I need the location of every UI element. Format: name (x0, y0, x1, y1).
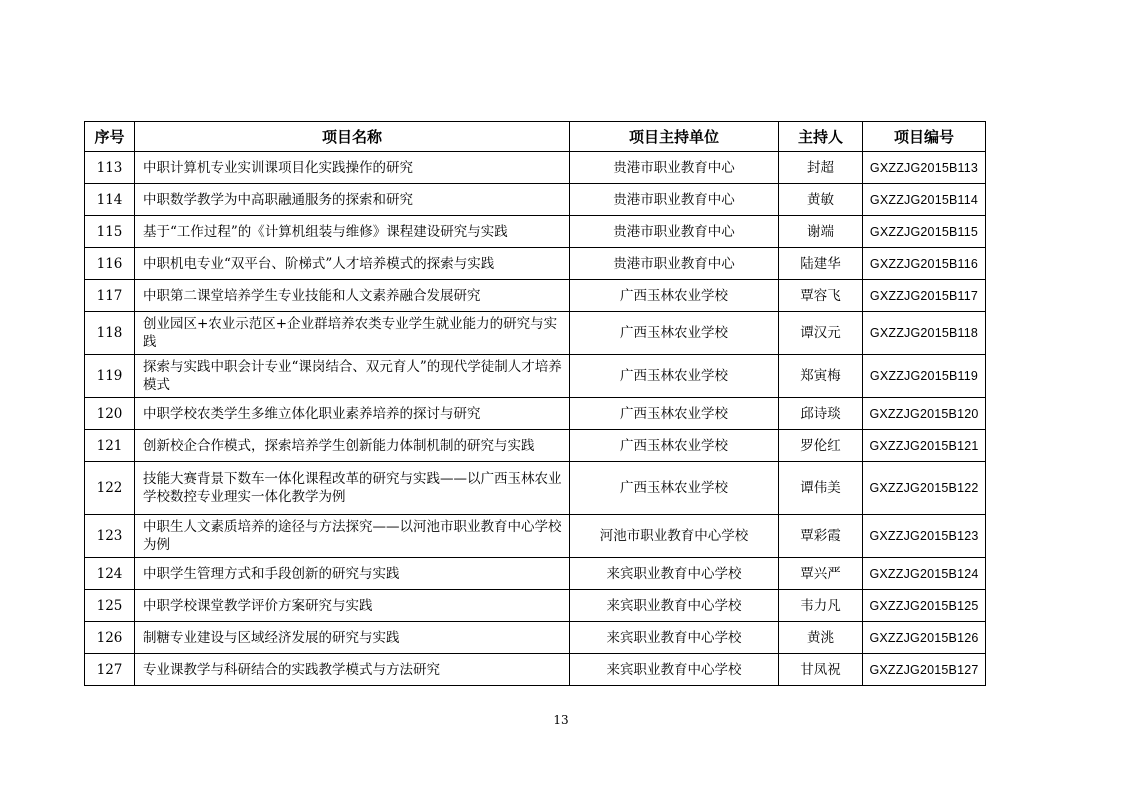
table-row (85, 355, 986, 398)
table-row (85, 312, 986, 355)
cell-name: 制糖专业建设与区域经济发展的研究与实践 (135, 622, 570, 654)
cell-host: 黄洮 (779, 622, 863, 654)
table-row (85, 216, 986, 248)
cell-name: 中职第二课堂培养学生专业技能和人文素养融合发展研究 (135, 280, 570, 312)
page-number: 13 (553, 713, 569, 727)
table-row (85, 462, 986, 515)
cell-name: 中职数学教学为中高职融通服务的探索和研究 (135, 184, 570, 216)
cell-host: 谭汉元 (779, 312, 863, 355)
table-row (85, 558, 986, 590)
cell-no: 114 (85, 184, 135, 216)
cell-code: GXZZJG2015B113 (863, 152, 986, 184)
cell-host: 韦力凡 (779, 590, 863, 622)
cell-unit: 来宾职业教育中心学校 (570, 558, 779, 590)
cell-no: 118 (85, 312, 135, 355)
cell-name: 探索与实践中职会计专业“课岗结合、双元育人”的现代学徒制人才培养模式 (135, 355, 570, 398)
header-code: 项目编号 (863, 122, 986, 152)
cell-no: 119 (85, 355, 135, 398)
cell-no: 124 (85, 558, 135, 590)
cell-host: 郑寅梅 (779, 355, 863, 398)
cell-unit: 广西玉林农业学校 (570, 312, 779, 355)
cell-unit: 广西玉林农业学校 (570, 280, 779, 312)
cell-unit: 贵港市职业教育中心 (570, 248, 779, 280)
table-row (85, 248, 986, 280)
cell-unit: 广西玉林农业学校 (570, 355, 779, 398)
table-row (85, 152, 986, 184)
cell-code: GXZZJG2015B124 (863, 558, 986, 590)
cell-no: 123 (85, 515, 135, 558)
cell-code: GXZZJG2015B126 (863, 622, 986, 654)
project-table (84, 121, 986, 686)
cell-name: 技能大赛背景下数车一体化课程改革的研究与实践——以广西玉林农业学校数控专业理实一体化教学为例 (135, 462, 570, 515)
cell-name: 中职学校课堂教学评价方案研究与实践 (135, 590, 570, 622)
cell-unit: 广西玉林农业学校 (570, 462, 779, 515)
header-host: 主持人 (779, 122, 863, 152)
table-row (85, 654, 986, 686)
cell-host: 甘凤祝 (779, 654, 863, 686)
cell-host: 陆建华 (779, 248, 863, 280)
cell-unit: 来宾职业教育中心学校 (570, 590, 779, 622)
cell-host: 黄敏 (779, 184, 863, 216)
table-row (85, 590, 986, 622)
cell-name: 创新校企合作模式，探索培养学生创新能力体制机制的研究与实践 (135, 430, 570, 462)
cell-unit: 贵港市职业教育中心 (570, 184, 779, 216)
header-name: 项目名称 (135, 122, 570, 152)
cell-name: 中职学校农类学生多维立体化职业素养培养的探讨与研究 (135, 398, 570, 430)
cell-code: GXZZJG2015B123 (863, 515, 986, 558)
cell-host: 罗伦红 (779, 430, 863, 462)
cell-code: GXZZJG2015B127 (863, 654, 986, 686)
cell-host: 邱诗琰 (779, 398, 863, 430)
cell-host: 封超 (779, 152, 863, 184)
cell-host: 谢端 (779, 216, 863, 248)
cell-no: 127 (85, 654, 135, 686)
table-row (85, 622, 986, 654)
cell-name: 创业园区+农业示范区+企业群培养农类专业学生就业能力的研究与实践 (135, 312, 570, 355)
cell-code: GXZZJG2015B120 (863, 398, 986, 430)
table-row (85, 184, 986, 216)
cell-unit: 来宾职业教育中心学校 (570, 622, 779, 654)
cell-unit: 贵港市职业教育中心 (570, 152, 779, 184)
cell-name: 基于“工作过程”的《计算机组装与维修》课程建设研究与实践 (135, 216, 570, 248)
table-row (85, 430, 986, 462)
cell-unit: 贵港市职业教育中心 (570, 216, 779, 248)
cell-no: 116 (85, 248, 135, 280)
cell-code: GXZZJG2015B119 (863, 355, 986, 398)
header-no: 序号 (85, 122, 135, 152)
cell-code: GXZZJG2015B114 (863, 184, 986, 216)
header-unit: 项目主持单位 (570, 122, 779, 152)
cell-no: 115 (85, 216, 135, 248)
cell-no: 122 (85, 462, 135, 515)
cell-code: GXZZJG2015B125 (863, 590, 986, 622)
cell-no: 117 (85, 280, 135, 312)
table-header-row (85, 122, 986, 152)
cell-name: 专业课教学与科研结合的实践教学模式与方法研究 (135, 654, 570, 686)
cell-host: 覃彩霞 (779, 515, 863, 558)
cell-code: GXZZJG2015B116 (863, 248, 986, 280)
cell-code: GXZZJG2015B118 (863, 312, 986, 355)
table-row (85, 515, 986, 558)
cell-code: GXZZJG2015B122 (863, 462, 986, 515)
cell-code: GXZZJG2015B121 (863, 430, 986, 462)
cell-host: 谭伟美 (779, 462, 863, 515)
cell-code: GXZZJG2015B115 (863, 216, 986, 248)
cell-name: 中职学生管理方式和手段创新的研究与实践 (135, 558, 570, 590)
cell-unit: 广西玉林农业学校 (570, 398, 779, 430)
cell-name: 中职计算机专业实训课项目化实践操作的研究 (135, 152, 570, 184)
cell-host: 覃兴严 (779, 558, 863, 590)
table-row (85, 398, 986, 430)
cell-name: 中职机电专业“双平台、阶梯式”人才培养模式的探索与实践 (135, 248, 570, 280)
cell-code: GXZZJG2015B117 (863, 280, 986, 312)
cell-no: 125 (85, 590, 135, 622)
cell-unit: 广西玉林农业学校 (570, 430, 779, 462)
cell-no: 120 (85, 398, 135, 430)
cell-no: 126 (85, 622, 135, 654)
cell-unit: 河池市职业教育中心学校 (570, 515, 779, 558)
table-row (85, 280, 986, 312)
cell-no: 121 (85, 430, 135, 462)
cell-no: 113 (85, 152, 135, 184)
cell-unit: 来宾职业教育中心学校 (570, 654, 779, 686)
cell-host: 覃容飞 (779, 280, 863, 312)
cell-name: 中职生人文素质培养的途径与方法探究——以河池市职业教育中心学校为例 (135, 515, 570, 558)
